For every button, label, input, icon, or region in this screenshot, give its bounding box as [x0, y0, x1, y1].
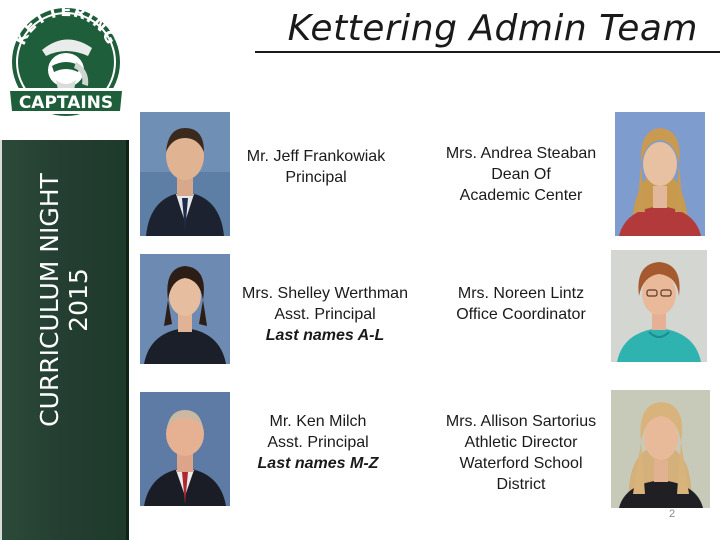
- staff-role: Office Coordinator: [456, 306, 586, 323]
- staff-name: Mrs. Noreen Lintz: [457, 285, 585, 302]
- staff-name: Mr. Ken Milch: [269, 413, 367, 430]
- staff-name: Mrs. Allison Sartorius: [445, 413, 597, 430]
- staff-role: Athletic Director: [464, 434, 578, 451]
- photo-lintz: [611, 250, 707, 362]
- staff-name: Mr. Jeff Frankowiak: [246, 148, 386, 165]
- staff-role-line-2: Academic Center: [459, 187, 583, 204]
- staff-role: Dean Of: [491, 166, 551, 183]
- page-title: Kettering Admin Team: [287, 8, 698, 49]
- staff-note: Last names M-Z: [257, 455, 379, 472]
- staff-note: Last names A-L: [265, 327, 385, 344]
- bio-sartorius: [430, 411, 612, 495]
- sidebar-edge: [0, 140, 2, 540]
- sidebar-line-1: CURRICULUM NIGHT: [35, 173, 64, 427]
- staff-role-line-2: Waterford School: [459, 455, 583, 472]
- photo-milch: [140, 392, 230, 506]
- bio-lintz: [430, 283, 612, 325]
- bio-milch: [250, 411, 386, 474]
- staff-role: Asst. Principal: [267, 434, 369, 451]
- photo-sartorius: [611, 390, 710, 508]
- staff-role: Asst. Principal: [274, 306, 376, 323]
- staff-role-line-3: District: [496, 476, 546, 493]
- school-logo: [2, 0, 130, 125]
- bio-steaban: [430, 143, 612, 206]
- photo-frankowiak: [140, 112, 230, 236]
- photo-werthman: [140, 254, 230, 364]
- bio-frankowiak: [230, 146, 402, 188]
- staff-name: Mrs. Andrea Steaban: [445, 145, 597, 162]
- staff-name: Mrs. Shelley Werthman: [242, 285, 408, 302]
- title-area: [255, 6, 720, 50]
- logo-top-text: KETTERING: [10, 0, 122, 48]
- title-underline: [255, 51, 720, 53]
- sidebar-line-2: 2015: [64, 268, 93, 332]
- staff-role: Principal: [285, 169, 347, 186]
- bio-werthman: [230, 283, 420, 346]
- sidebar-caption: [35, 173, 93, 427]
- photo-steaban: [615, 112, 705, 236]
- slide-number: 2: [668, 508, 676, 520]
- logo-bottom-text: CAPTAINS: [18, 93, 114, 113]
